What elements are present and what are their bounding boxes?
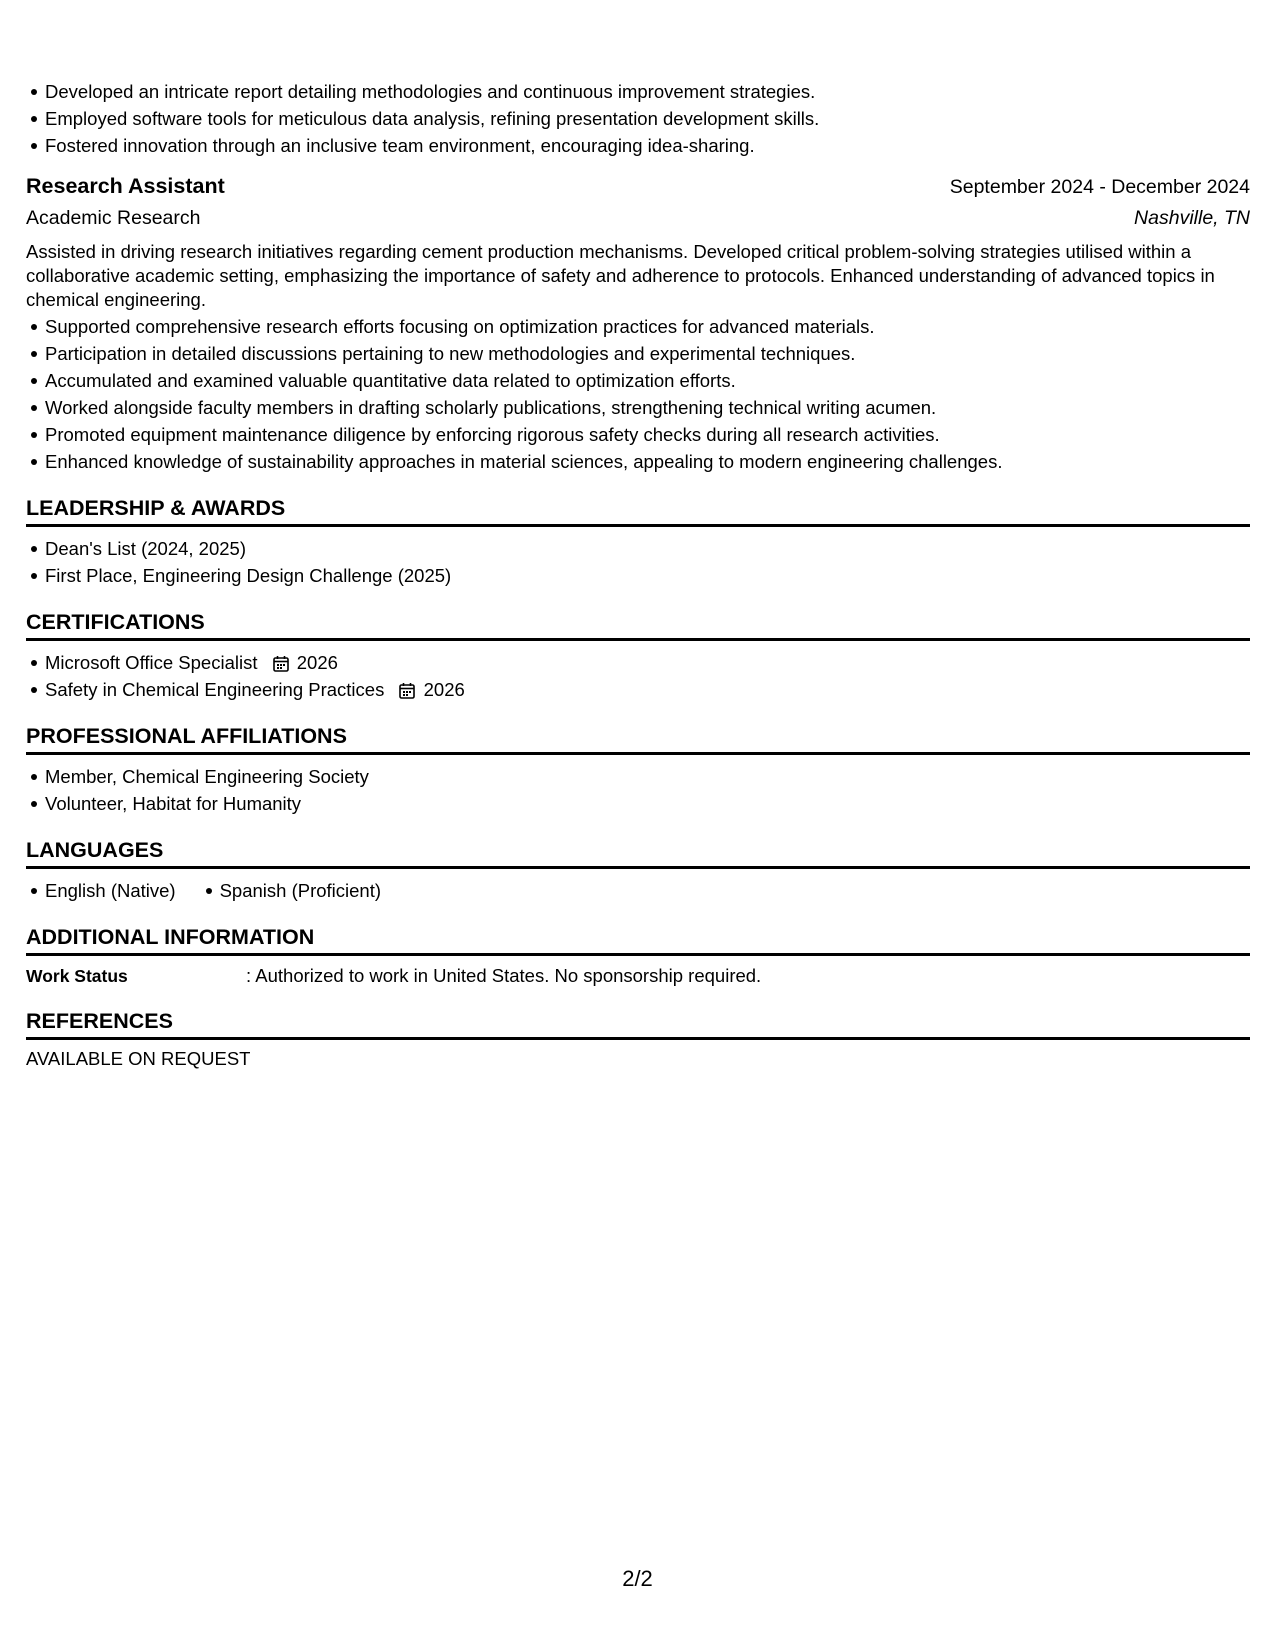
section-heading-languages: LANGUAGES (26, 835, 1250, 869)
certifications-list (26, 649, 1250, 703)
certification-year: 2026 (296, 652, 338, 673)
job-title: Research Assistant (26, 174, 225, 198)
list-item: English (Native) (45, 877, 176, 904)
job-summary: Assisted in driving research initiatives regarding cement production mechanisms. Developed critical problem-solving strategies utilised within a collaborative academic setting, emphasizing the importance of safety and adherence to protocols. Enhanced understanding of advanced topics in chemical engineering. (26, 241, 1215, 310)
list-item: Accumulated and examined valuable quantitative data related to optimization efforts. (45, 367, 1250, 394)
calendar-icon (399, 682, 415, 699)
list-item: Dean's List (2024, 2025) (45, 535, 1250, 562)
list-item: Participation in detailed discussions pertaining to new methodologies and experimental techniques. (45, 340, 1250, 367)
list-item: Supported comprehensive research efforts focusing on optimization practices for advanced materials. (45, 313, 1250, 340)
calendar-icon (273, 655, 289, 672)
work-status-value: : Authorized to work in United States. No sponsorship required. (246, 965, 762, 986)
list-item: Enhanced knowledge of sustainability approaches in material sciences, appealing to modern engineering challenges. (45, 448, 1250, 475)
work-status-label: Work Status (26, 966, 128, 986)
references-text: AVAILABLE ON REQUEST (26, 1048, 251, 1069)
certification-item (45, 649, 1250, 676)
work-status-row (26, 964, 1250, 988)
job-subheader (26, 202, 1250, 234)
certification-name: Safety in Chemical Engineering Practices (45, 679, 385, 700)
list-item: Developed an intricate report detailing methodologies and continuous improvement strategies. (45, 78, 1250, 105)
resume-page (26, 78, 1250, 1070)
list-item: Worked alongside faculty members in drafting scholarly publications, strengthening technical writing acumen. (45, 394, 1250, 421)
job-location: Nashville, TN (1134, 207, 1250, 229)
list-item: Volunteer, Habitat for Humanity (45, 790, 1250, 817)
previous-job-bullets (26, 78, 1250, 159)
job-dates: September 2024 - December 2024 (949, 176, 1250, 198)
list-item: Member, Chemical Engineering Society (45, 763, 1250, 790)
leadership-list (26, 535, 1250, 589)
page-number: 2/2 (622, 1566, 653, 1591)
certification-item (45, 676, 1250, 703)
certification-year: 2026 (423, 679, 465, 700)
list-item: Spanish (Proficient) (220, 877, 381, 904)
job-organization: Academic Research (26, 207, 201, 229)
list-item: First Place, Engineering Design Challenge (2025) (45, 562, 1250, 589)
languages-list (26, 877, 1250, 904)
list-item: Employed software tools for meticulous data analysis, refining presentation development skills. (45, 105, 1250, 132)
job-header (26, 171, 1250, 202)
section-heading-affiliations: PROFESSIONAL AFFILIATIONS (26, 721, 1250, 755)
section-heading-leadership: LEADERSHIP & AWARDS (26, 493, 1250, 527)
section-heading-references: REFERENCES (26, 1006, 1250, 1040)
certification-name: Microsoft Office Specialist (45, 652, 258, 673)
job-bullets (26, 313, 1250, 475)
list-item: Promoted equipment maintenance diligence by enforcing rigorous safety checks during all research activities. (45, 421, 1250, 448)
list-item: Fostered innovation through an inclusive team environment, encouraging idea-sharing. (45, 132, 1250, 159)
section-heading-certifications: CERTIFICATIONS (26, 607, 1250, 641)
section-heading-additional-info: ADDITIONAL INFORMATION (26, 922, 1250, 956)
affiliations-list (26, 763, 1250, 817)
